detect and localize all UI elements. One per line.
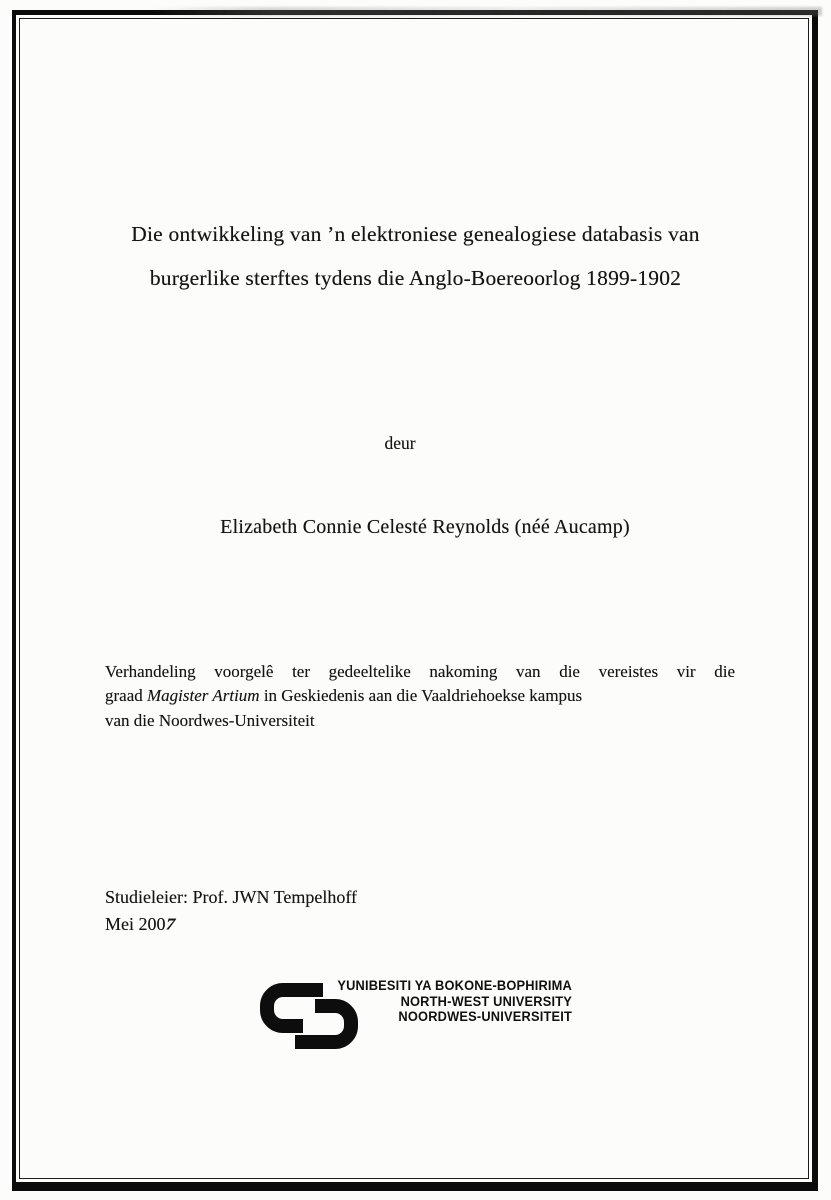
date-prefix: Mei 200 — [105, 914, 166, 934]
thesis-title — [0, 212, 831, 300]
thesis-title-line2: burgerlike sterftes tydens die Anglo-Boereoorlog 1899-1902 — [149, 266, 682, 290]
university-logo-text — [331, 978, 572, 1025]
thesis-title-line1: Die ontwikkeling van ’n elektroniese genealogiese databasis van — [131, 222, 700, 246]
degree-statement-line2-pre: graad — [105, 686, 148, 706]
logo-line-setswana: YUNIBESITI YA BOKONE-BOPHIRIMA — [337, 978, 572, 993]
date-final-digit: 7 — [162, 914, 178, 934]
degree-statement-line2-post: in Geskiedenis aan die Vaaldriehoekse kampus — [259, 686, 583, 706]
logo-line-afrikaans: NOORDWES-UNIVERSITEIT — [398, 1009, 572, 1025]
degree-statement-line3: van die Noordwes-Universiteit — [105, 710, 315, 730]
logo-line-english: NORTH-WEST UNIVERSITY — [400, 993, 572, 1009]
degree-statement — [105, 660, 735, 733]
scan-smudge — [150, 7, 822, 16]
supervisor-line: Studieleier: Prof. JWN Tempelhoff — [105, 887, 358, 907]
date-line — [105, 911, 357, 938]
supervisor-block — [105, 884, 357, 938]
degree-statement-line1: Verhandeling voorgelê ter gedeeltelike nakoming van die vereistes vir die — [105, 662, 735, 681]
degree-name-italic: Magister Artium — [147, 686, 260, 706]
author-name: Elizabeth Connie Celesté Reynolds (néé Aucamp) — [220, 516, 630, 538]
degree-statement-line2 — [105, 684, 735, 708]
byline-deur: deur — [384, 433, 416, 453]
